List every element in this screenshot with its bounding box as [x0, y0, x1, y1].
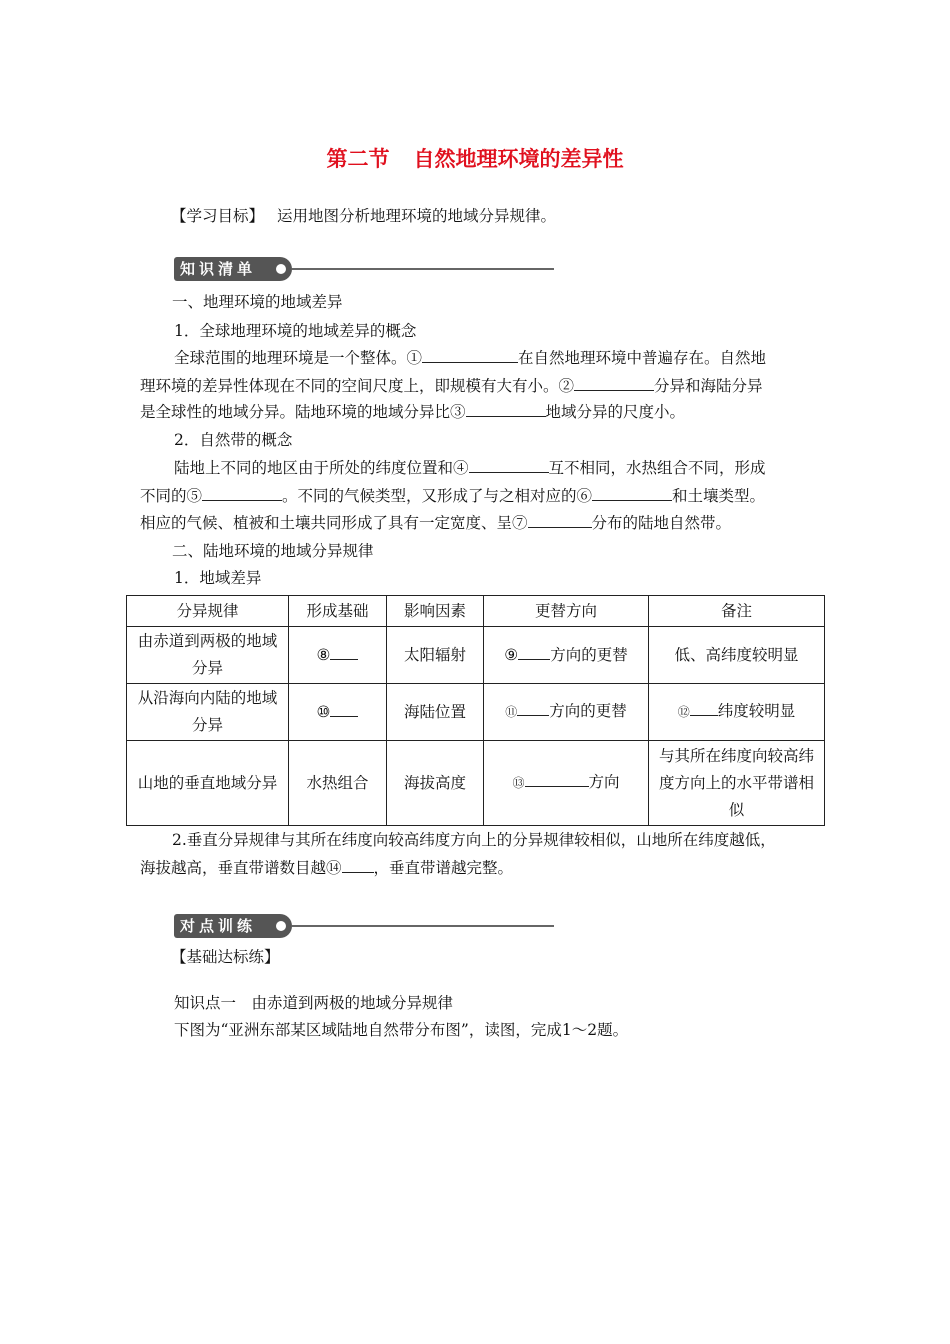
table-cell: ⑬ 方向: [484, 741, 649, 826]
practice-label: 【基础达标练】: [171, 948, 280, 966]
table-cell: ⑪ 方向的更替: [484, 684, 649, 741]
table-cell: 海陆位置: [387, 684, 484, 741]
paragraph-line: 全球范围的地理环境是一个整体。① 在自然地理环境中普遍存在。自然地: [174, 349, 767, 367]
fill-blank-8[interactable]: [330, 645, 358, 660]
fill-blank-6[interactable]: [592, 486, 672, 501]
table-cell: ⑫ 纬度较明显: [649, 684, 825, 741]
paragraph-line: 不同的⑤ 。不同的气候类型，又形成了与之相对应的⑥ 和土壤类型。: [140, 487, 766, 505]
learning-objective: [171, 206, 556, 226]
fill-blank-7[interactable]: [528, 513, 592, 528]
table-header-row: [127, 596, 825, 627]
fill-blank-12[interactable]: [690, 701, 718, 716]
fill-blank-10[interactable]: [330, 702, 358, 717]
subheading: 1．全球地理环境的地域差异的概念: [174, 322, 417, 340]
paragraph-line: 陆地上不同的地区由于所处的纬度位置和④ 互不相同，水热组合不同，形成: [174, 459, 766, 477]
knowledge-point: 知识点一 由赤道到两极的地域分异规律: [174, 994, 454, 1012]
fill-blank-9[interactable]: [518, 645, 550, 660]
fill-blank-2[interactable]: [574, 376, 654, 391]
section-heading: 二、陆地环境的地域分异规律: [172, 542, 374, 560]
banner-label: 对点训练: [180, 917, 257, 935]
question-intro: 下图为“亚洲东部某区域陆地自然带分布图”，读图，完成1～2题。: [174, 1021, 629, 1039]
table-row: [127, 627, 825, 684]
table-cell: ⑩: [289, 684, 387, 741]
knowledge-list-banner: [174, 257, 554, 281]
table-cell: 海拔高度: [387, 741, 484, 826]
fill-blank-13[interactable]: [525, 772, 589, 787]
column-header: 影响因素: [387, 596, 484, 627]
table-cell: 太阳辐射: [387, 627, 484, 684]
table-cell: 水热组合: [289, 741, 387, 826]
objective-text: 运用地图分析地理环境的地域分异规律。: [276, 207, 556, 225]
column-header: 形成基础: [289, 596, 387, 627]
fill-blank-5[interactable]: [202, 486, 282, 501]
table-row: [127, 741, 825, 826]
table-cell: 由赤道到两极的地域分异: [127, 627, 289, 684]
page-title: [0, 143, 950, 173]
paragraph-line: 理环境的差异性体现在不同的空间尺度上，即规模有大有小。② 分异和海陆分异: [140, 377, 763, 395]
paragraph-line: 海拔越高，垂直带谱数目越⑭ ，垂直带谱越完整。: [140, 859, 514, 877]
subheading: 2．自然带的概念: [174, 431, 293, 449]
fill-blank-3[interactable]: [466, 402, 546, 417]
table-cell: 从沿海向内陆的地域分异: [127, 684, 289, 741]
section-number: 第二节: [326, 147, 390, 171]
fill-blank-4[interactable]: [469, 458, 549, 473]
section-heading: 一、地理环境的地域差异: [172, 293, 343, 311]
subheading: 1．地域差异: [174, 569, 262, 587]
divider: [292, 925, 554, 927]
regional-differentiation-table: [126, 595, 825, 826]
fill-blank-1[interactable]: [422, 348, 518, 363]
table-cell: 山地的垂直地域分异: [127, 741, 289, 826]
paragraph-line: 是全球性的地域分异。陆地环境的地域分异比③ 地域分异的尺度小。: [140, 403, 686, 421]
divider: [292, 268, 554, 270]
practice-banner: [174, 914, 554, 938]
section-name: 自然地理环境的差异性: [413, 147, 624, 171]
bullet-dot-icon: [276, 264, 286, 274]
table-row: [127, 684, 825, 741]
bullet-dot-icon: [276, 921, 286, 931]
fill-blank-11[interactable]: [517, 701, 549, 716]
paragraph-line: 相应的气候、植被和土壤共同形成了具有一定宽度、呈⑦ 分布的陆地自然带。: [140, 514, 732, 532]
banner-label: 知识清单: [180, 260, 257, 278]
table-cell: 低、高纬度较明显: [649, 627, 825, 684]
column-header: 更替方向: [484, 596, 649, 627]
table-cell: 与其所在纬度向较高纬度方向上的水平带谱相似: [649, 741, 825, 826]
objective-label: 【学习目标】: [171, 207, 265, 225]
fill-blank-14[interactable]: [342, 858, 374, 873]
table-cell: ⑧: [289, 627, 387, 684]
column-header: 备注: [649, 596, 825, 627]
table-cell: ⑨ 方向的更替: [484, 627, 649, 684]
column-header: 分异规律: [127, 596, 289, 627]
paragraph-line: 2.垂直分异规律与其所在纬度向较高纬度方向上的分异规律较相似，山地所在纬度越低，: [172, 831, 776, 849]
